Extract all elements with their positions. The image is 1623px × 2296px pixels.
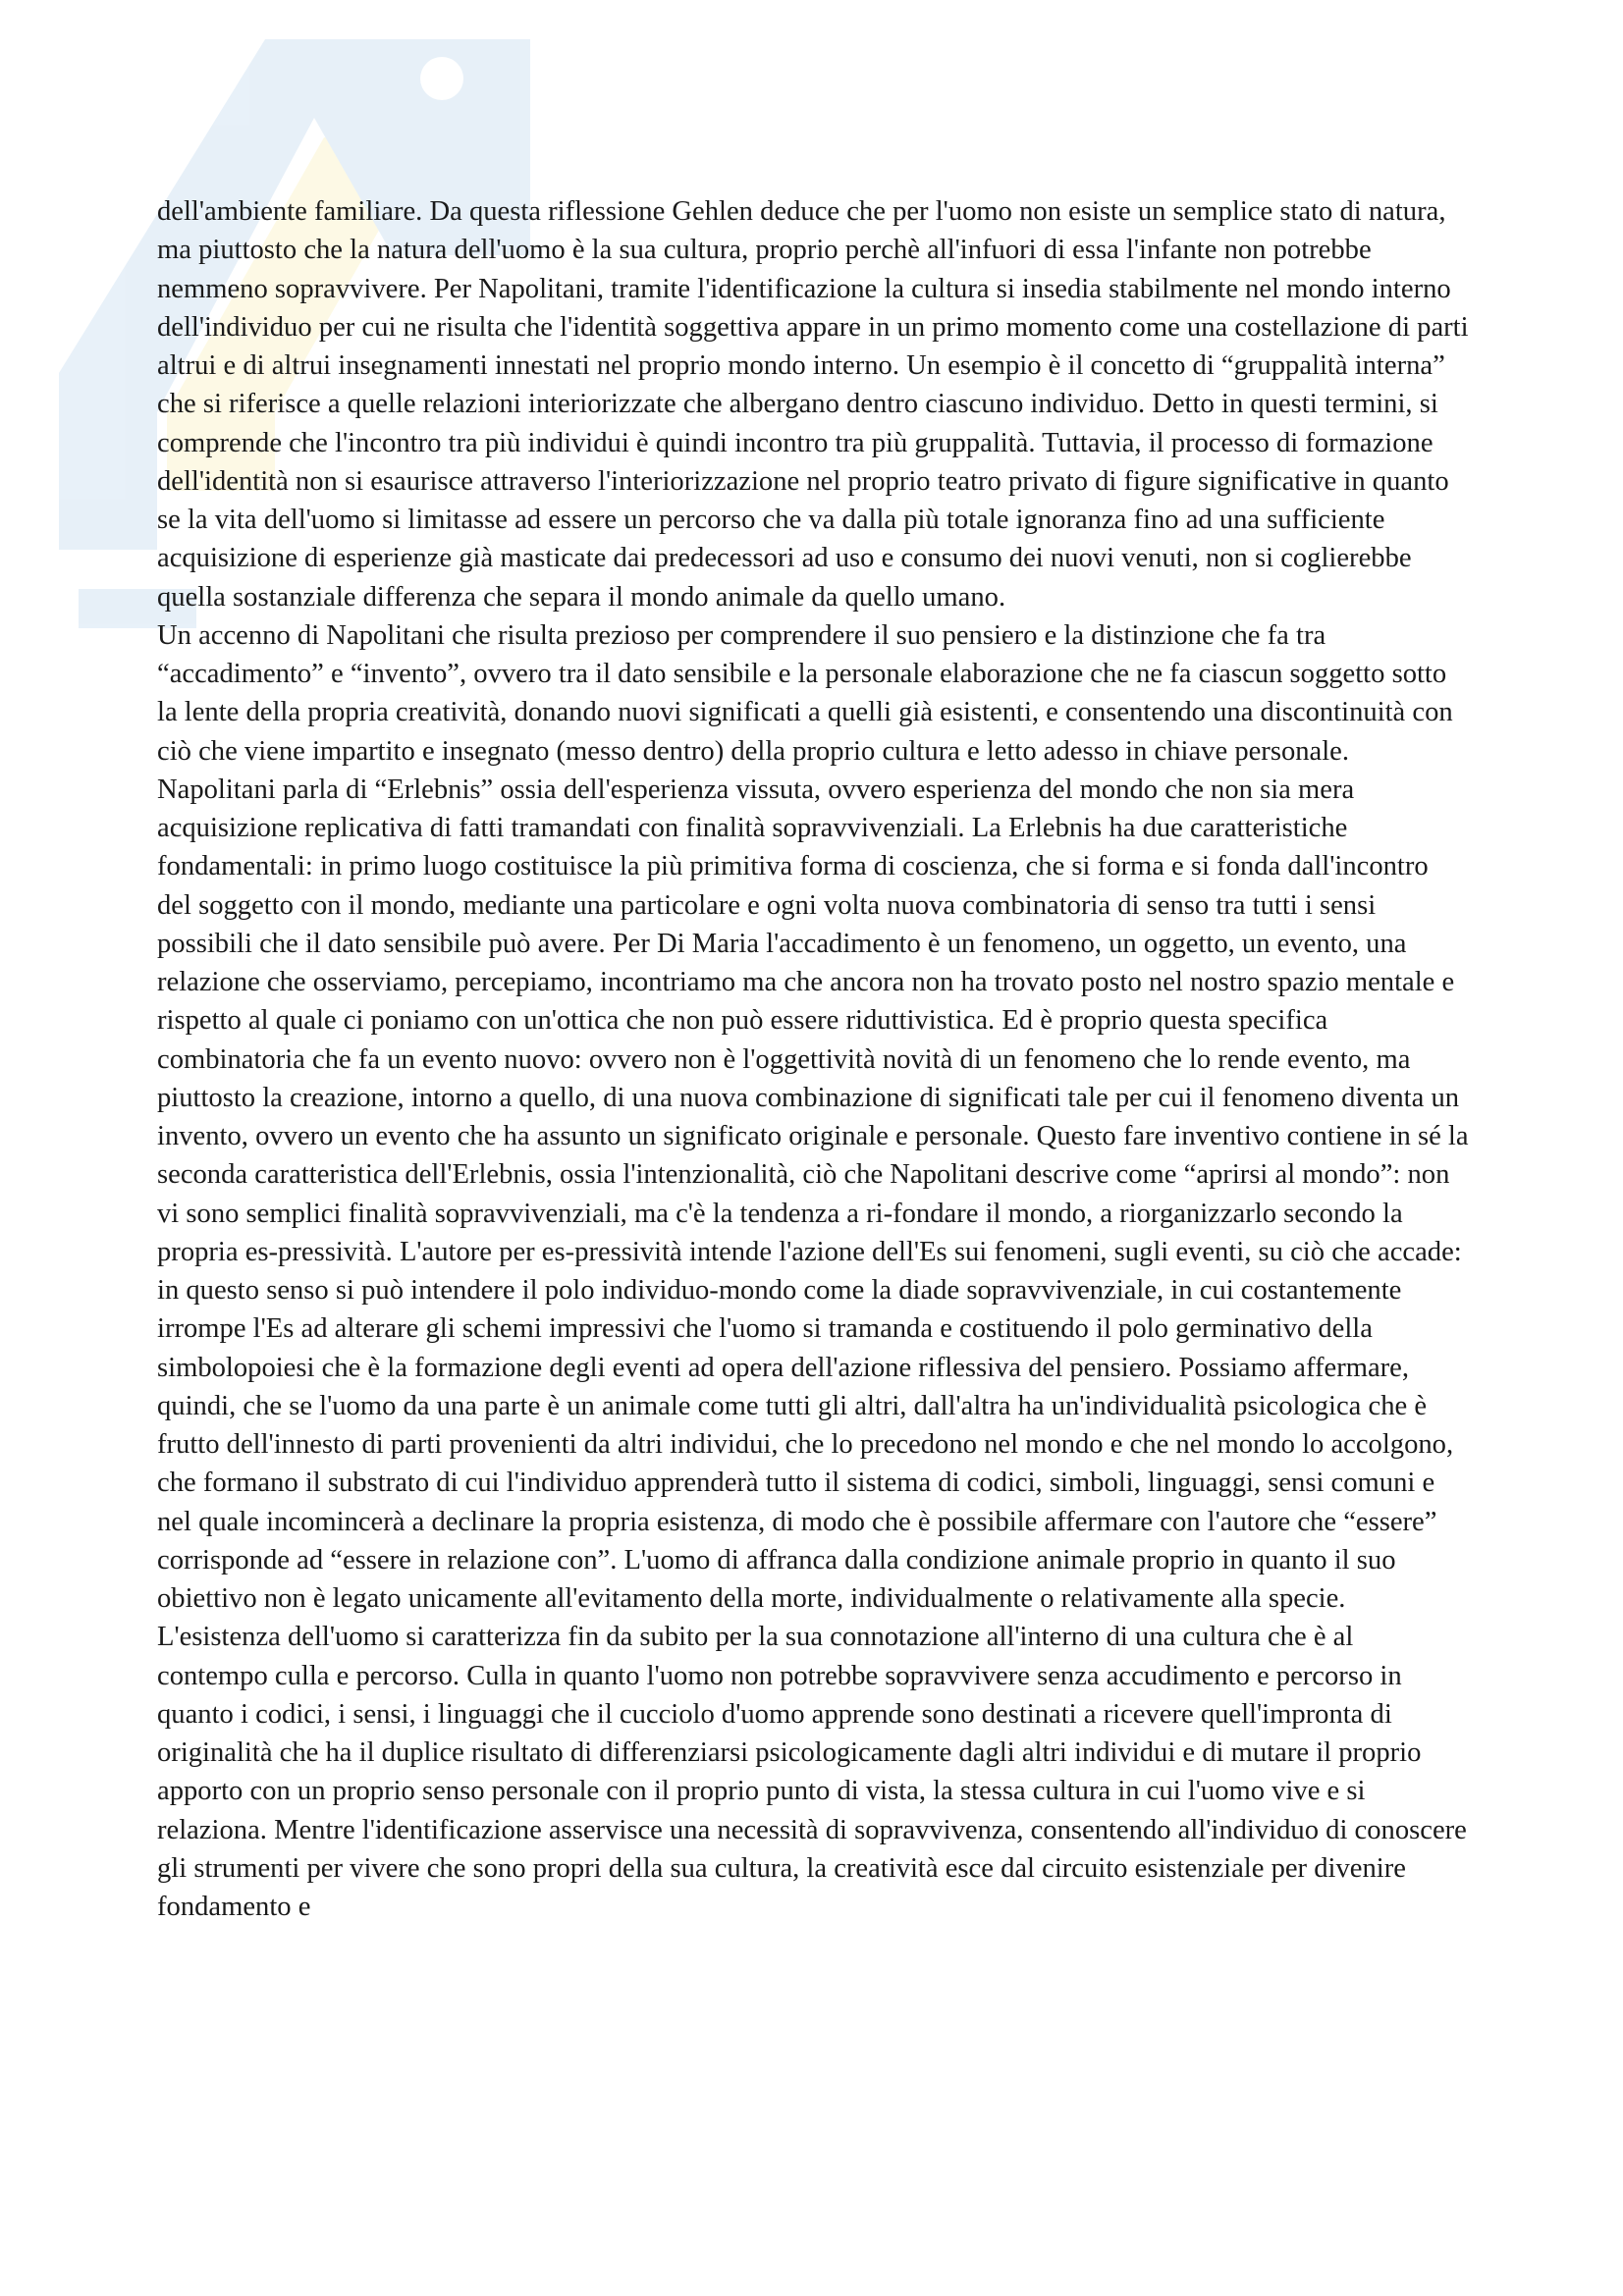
- body-text: [157, 192, 1469, 1926]
- paragraph: dell'ambiente familiare. Da questa riflessione Gehlen deduce che per l'uomo non esiste un semplice stato di natura, ma piuttosto che la natura dell'uomo è la sua cultura, proprio perchè all'infuori di essa l'infante non potrebbe nemmeno sopravvivere. Per Napolitani, tramite l'identificazione la cultura si insedia stabilmente nel mondo interno dell'individuo per cui ne risulta che l'identità soggettiva appare in un primo momento come una costellazione di parti altrui e di altrui insegnamenti innestati nel proprio mondo interno. Un esempio è il concetto di “gruppalità interna” che si riferisce a quelle relazioni interiorizzate che albergano dentro ciascuno individuo. Detto in questi termini, si comprende che l'incontro tra più individui è quindi incontro tra più gruppalità. Tuttavia, il processo di formazione dell'identità non si esaurisce attraverso l'interiorizzazione nel proprio teatro privato di figure significative in quanto se la vita dell'uomo si limitasse ad essere un percorso che va dalla più totale ignoranza fino ad una sufficiente acquisizione di esperienze già masticate dai predecessori ad uso e consumo dei nuovi venuti, non si coglierebbe quella sostanziale differenza che separa il mondo animale da quello umano.: [157, 196, 1469, 613]
- paragraph: Un accenno di Napolitani che risulta prezioso per comprendere il suo pensiero e la distinzione che fa tra “accadimento” e “invento”, ovvero tra il dato sensibile e la personale elaborazione che ne fa ciascun soggetto sotto la lente della propria creatività, donando nuovi significati a quelli già esistenti, e consentendo una discontinuità con ciò che viene impartito e insegnato (messo dentro) della proprio cultura e letto adesso in chiave personale. Napolitani parla di “Erlebnis” ossia dell'esperienza vissuta, ovvero esperienza del mondo che non sia mera acquisizione replicativa di fatti tramandati con finalità sopravvivenziali. La Erlebnis ha due caratteristiche fondamentali: in primo luogo costituisce la più primitiva forma di coscienza, che si forma e si fonda dall'incontro del soggetto con il mondo, mediante una particolare e ogni volta nuova combinatoria di senso tra tutti i sensi possibili che il dato sensibile può avere. Per Di Maria l'accadimento è un fenomeno, un oggetto, un evento, una relazione che osserviamo, percepiamo, incontriamo ma che ancora non ha trovato posto nel nostro spazio mentale e rispetto al quale ci poniamo con un'ottica che non può essere riduttivistica. Ed è proprio questa specifica combinatoria che fa un evento nuovo: ovvero non è l'oggettività novità di un fenomeno che lo rende evento, ma piuttosto la creazione, intorno a quello, di una nuova combinazione di significati tale per cui il fenomeno diventa un invento, ovvero un evento che ha assunto un significato originale e personale. Questo fare inventivo contiene in sé la seconda caratteristica dell'Erlebnis, ossia l'intenzionalità, ciò che Napolitani descrive come “aprirsi al mondo”: non vi sono semplici finalità sopravvivenziali, ma c'è la tendenza a ri-fondare il mondo, a riorganizzarlo secondo la propria es-pressività. L'autore per es-pressività intende l'azione dell'Es sui fenomeni, sugli eventi, su ciò che accade: in questo senso si può intendere il polo individuo-mondo come la diade sopravvivenziale, in cui costantemente irrompe l'Es ad alterare gli schemi impressivi che l'uomo si tramanda e costituendo il polo germinativo della simbolopoiesi che è la formazione degli eventi ad opera dell'azione riflessiva del pensiero. Possiamo affermare, quindi, che se l'uomo da una parte è un animale come tutti gli altri, dall'altra ha un'individualità psicologica che è frutto dell'innesto di parti provenienti da altri individui, che lo precedono nel mondo e che nel mondo lo accolgono, che formano il substrato di cui l'individuo apprenderà tutto il sistema di codici, simboli, linguaggi, sensi comuni e nel quale incomincerà a declinare la propria esistenza, di modo che è possibile affermare con l'autore che “essere” corrisponde ad “essere in relazione con”. L'uomo di affranca dalla condizione animale proprio in quanto il suo obiettivo non è legato unicamente all'evitamento della morte, individualmente o relativamente alla specie. L'esistenza dell'uomo si caratterizza fin da subito per la sua connotazione all'interno di una cultura che è al contempo culla e percorso. Culla in quanto l'uomo non potrebbe sopravvivere senza accudimento e percorso in quanto i codici, i sensi, i linguaggi che il cucciolo d'uomo apprende sono destinati a ricevere quell'impronta di originalità che ha il duplice risultato di differenziarsi psicologicamente dagli altri individui e di mutare il proprio apporto con un proprio senso personale con il proprio punto di vista, la stessa cultura in cui l'uomo vive e si relaziona. Mentre l'identificazione asservisce una necessità di sopravvivenza, consentendo all'individuo di conoscere gli strumenti per vivere che sono propri della sua cultura, la creatività esce dal circuito esistenziale per divenire fondamento e: [157, 619, 1469, 1922]
